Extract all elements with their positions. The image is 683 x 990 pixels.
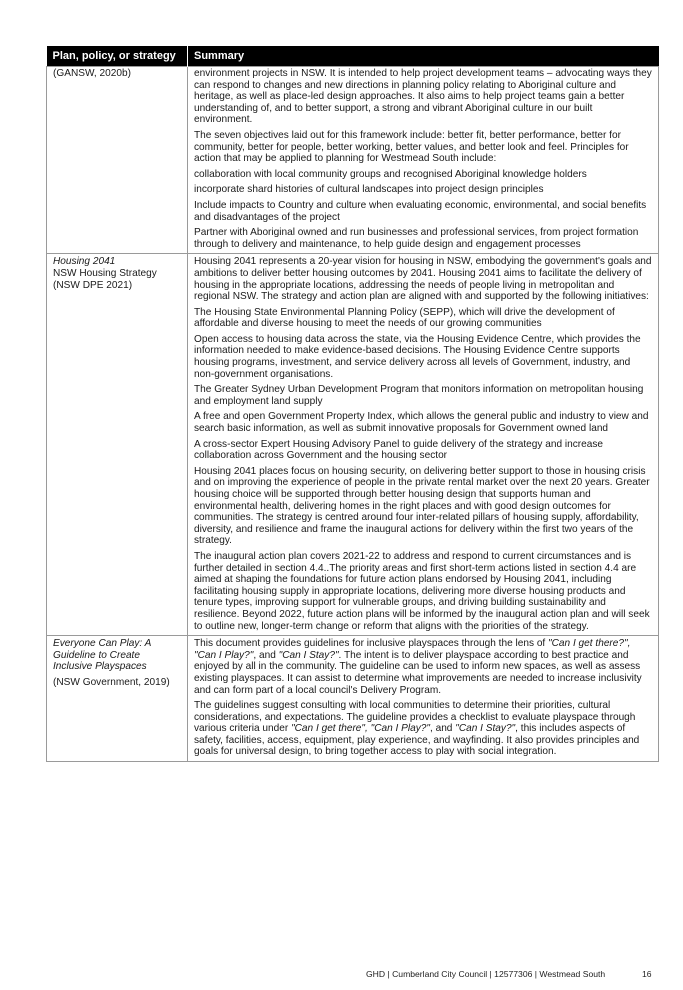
header-plan: Plan, policy, or strategy (47, 46, 188, 67)
summary-cell (188, 636, 659, 762)
summary-paragraph: Housing 2041 places focus on housing security, on delivering better support to those in housing crisis and on improving the experience of people in the private rental market over the next 20 years. Greater housing choice will be supported through better housing design that supports human and environmental health, delivering homes in the right places and with good design outcomes for communities. The strategy is centred around four inter-related pillars of housing supply, affordability, diversity, and resilience and frame the inaugural actions for delivery within the first two years of the strategy. (194, 465, 650, 547)
text-span: , this includes aspects of safety, facilities, access, equipment, play experience, and wayfinding. It also provides principles and goals for universal design, to bring together access to play with social integration. (194, 723, 640, 758)
summary-paragraph: Housing 2041 represents a 20-year vision for housing in NSW, embodying the government's goals and ambitions to deliver better housing outcomes by 2041. Housing 2041 aims to facilitate the delivery of housing in the appropriate locations, addressing the needs of people living in metropolitan and regional NSW. The strategy and action plan are aligned with and supported by the following initiatives: (194, 256, 652, 303)
plan-cell (47, 67, 188, 254)
footer-text: GHD | Cumberland City Council | 12577306 | Westmead South (366, 969, 606, 979)
summary-paragraph: A free and open Government Property Index, which allows the general public and industry to view and search basic information, as well as submit innovative proposals for Government owned land (194, 411, 649, 435)
summary-paragraph: environment projects in NSW. It is intended to help project development teams – advocating ways they can respond to changes and new directions in planning policy relating to Aboriginal culture and heritage, as well as place-led design approaches. It also aims to help project teams gain a better understanding of, and to better support, a strong and vibrant Aboriginal culture in our built environment. (194, 68, 652, 126)
summary-cell (188, 67, 659, 254)
text-span: This document provides guidelines for inclusive playspaces through the lens of (194, 638, 549, 650)
summary-cell (188, 254, 659, 636)
summary-paragraph (194, 638, 652, 696)
plan-title: Housing 2041 (53, 256, 116, 268)
page-footer (366, 969, 678, 979)
header-summary: Summary (188, 46, 659, 67)
text-span: The guidelines suggest consulting with local communities to determine their priorities, cultural considerations, and expectations. The guideline provides a checklist to evaluate playspace through various criteria under (194, 700, 636, 735)
page-number: 16 (642, 969, 652, 979)
plan-source: (NSW DPE 2021) (53, 279, 133, 291)
summary-paragraph: The inaugural action plan covers 2021-22 to address and respond to current circumstances and is further detailed in section 4.4..The priority areas and first short-term actions listed in section 4.4 are aimed at shaping the foundations for future action plans endorsed by Housing 2041, including facilitating housing supply in appropriate locations, delivering more diverse housing products and tenure types, improving support for vulnerable groups, and driving building sustainability and resilience. Beyond 2022, future action plans will be informed by the inaugural action plan and will seek to outline new, longer-term change or reform that aligns with the priorities of the strategy. (194, 550, 650, 632)
summary-paragraph: The Greater Sydney Urban Development Program that monitors information on metropolitan housing and employment land supply (194, 384, 644, 407)
summary-paragraph: The seven objectives laid out for this framework include: better fit, better performance, better for community, better for people, better working, better values, and better look and feel. Principles for action that may be applied to planning for Westmead South include: (194, 129, 629, 165)
summary-paragraph: Include impacts to Country and culture when evaluating economic, environmental, and social benefits and disadvantages of the project (194, 199, 647, 223)
plan-source: (NSW Government, 2019) (53, 676, 170, 688)
summary-paragraph: Open access to housing data across the state, via the Housing Evidence Centre, which provides the information needed to make evidence-based decisions. The Housing Evidence Centre supports housing programs, investment, and service delivery across all levels of Government, industry, and non-government organisations. (194, 333, 641, 380)
text-span: . The intent is to deliver playspace according to best practice and enjoyed by all in the community. The guideline can be used to inform new spaces, as well as assess existing playspaces. It can assist to determine what improvements are needed to increase inclusivity and can form part of a local council's Delivery Program. (194, 649, 642, 696)
quoted-criteria: "Can I get there?", "Can I Play?" (194, 638, 631, 661)
plan-title: Everyone Can Play: A Guideline to Create Inclusive Playspaces (53, 638, 151, 673)
text-span: , and (253, 649, 279, 661)
plan-source: (GANSW, 2020b) (53, 68, 131, 79)
summary-paragraph: A cross-sector Expert Housing Advisory Panel to guide delivery of the strategy and increase collaboration across Government and the housing sector (194, 438, 604, 462)
summary-paragraph: incorporate shard histories of cultural landscapes into project design principles (194, 184, 544, 196)
plan-subtitle: NSW Housing Strategy (53, 267, 157, 279)
summary-paragraph: collaboration with local community groups and recognised Aboriginal knowledge holders (194, 168, 587, 180)
table-row (47, 254, 659, 636)
table-row (47, 67, 659, 254)
quoted-criteria: "Can I Stay?" (278, 649, 339, 661)
summary-paragraph (194, 700, 652, 758)
policy-table (46, 46, 659, 762)
text-span: , and (429, 723, 456, 735)
table-row (47, 636, 659, 762)
summary-paragraph: The Housing State Environmental Planning Policy (SEPP), which will drive the development of affordable and diverse housing to meet the needs of our growing communities (194, 306, 615, 330)
plan-cell (47, 254, 188, 636)
plan-cell (47, 636, 188, 762)
summary-paragraph: Partner with Aboriginal owned and run businesses and professional services, from project formation through to delivery and maintenance, to help guide design and engagement processes (194, 227, 639, 250)
table-header-row (47, 46, 659, 67)
quoted-criteria: "Can I get there", "Can I Play?" (291, 723, 430, 735)
quoted-criteria: "Can I Stay?" (455, 723, 516, 735)
